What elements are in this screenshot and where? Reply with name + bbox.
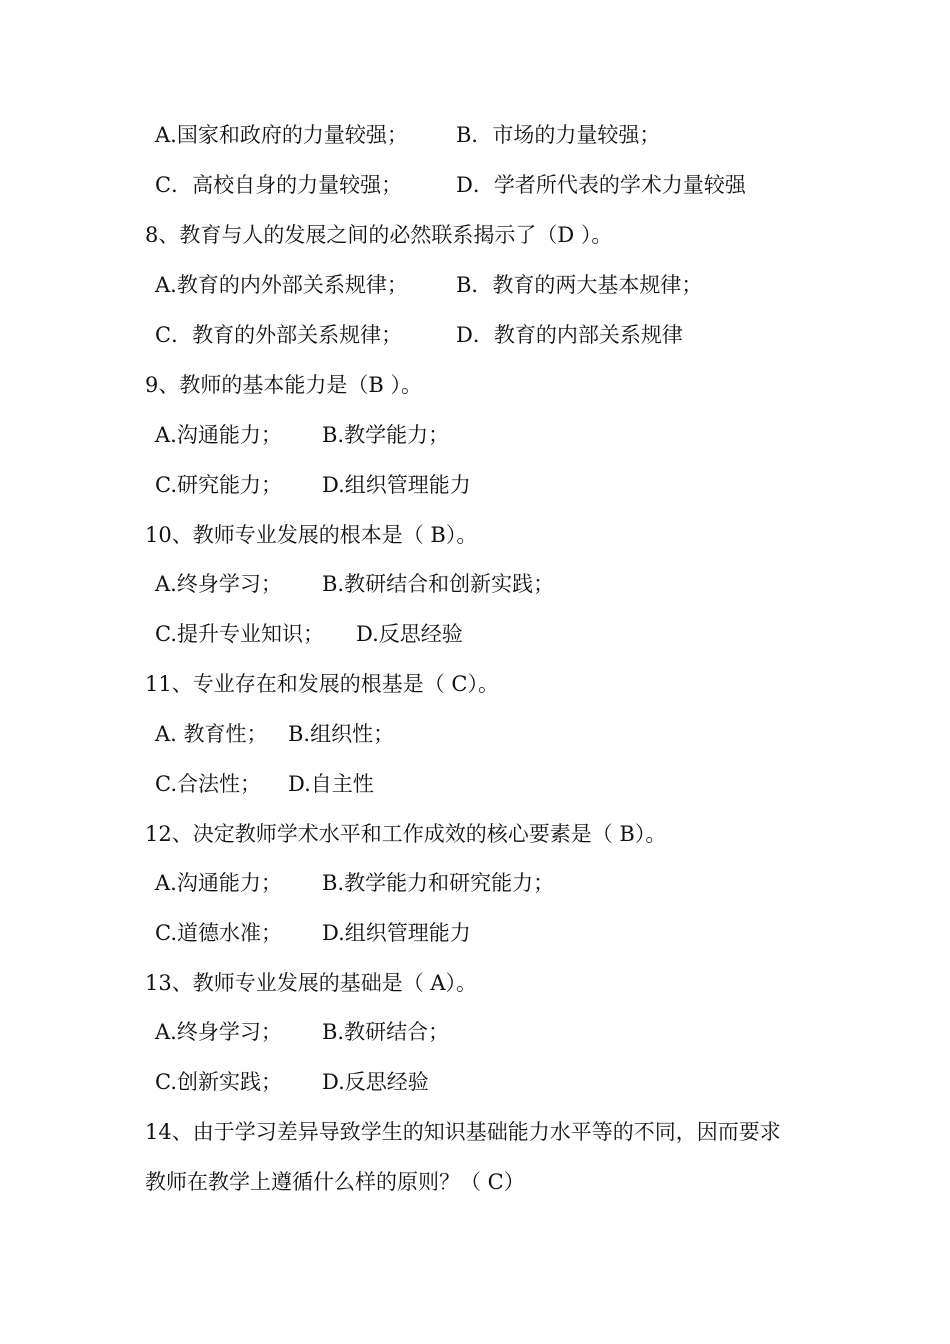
option-c: C.提升专业知识； xyxy=(155,622,324,646)
option-d: D．学者所代表的学术力量较强 xyxy=(456,173,746,197)
option-c: C．教育的外部关系规律； xyxy=(155,323,403,347)
option-a: A.沟通能力； xyxy=(155,871,282,895)
question-stem: 13、教师专业发展的基础是（ A）。 xyxy=(145,971,478,995)
question-stem-continuation: 教师在教学上遵循什么样的原则？（ C） xyxy=(145,1170,525,1194)
option-d: D.反思经验 xyxy=(356,622,463,646)
option-c: C.合法性； xyxy=(155,772,261,796)
option-a: A.国家和政府的力量较强； xyxy=(155,123,408,147)
option-a: A.终身学习； xyxy=(155,1020,282,1044)
option-a: A. 教育性； xyxy=(155,722,268,746)
option-c: C.创新实践； xyxy=(155,1070,282,1094)
option-a: A.沟通能力； xyxy=(155,423,282,447)
option-b: B.组织性； xyxy=(288,722,395,746)
question-stem: 8、教育与人的发展之间的必然联系揭示了（D ）。 xyxy=(145,223,613,247)
question-stem: 11、专业存在和发展的根基是（ C）。 xyxy=(145,672,499,696)
option-b: B.教学能力和研究能力； xyxy=(322,871,555,895)
option-a: A.教育的内外部关系规律； xyxy=(155,273,408,297)
option-c: C．高校自身的力量较强； xyxy=(155,173,403,197)
option-a: A.终身学习； xyxy=(155,572,282,596)
question-stem: 14、由于学习差异导致学生的知识基础能力水平等的不同，因而要求 xyxy=(145,1120,781,1144)
option-c: C.研究能力； xyxy=(155,473,282,497)
option-d: D.组织管理能力 xyxy=(322,921,471,945)
option-d: D.反思经验 xyxy=(322,1070,429,1094)
option-d: D.组织管理能力 xyxy=(322,473,471,497)
option-b: B.教研结合和创新实践； xyxy=(322,572,555,596)
question-stem: 10、教师专业发展的根本是（ B）。 xyxy=(145,523,478,547)
option-b: B.教研结合； xyxy=(322,1020,450,1044)
option-c: C.道德水准； xyxy=(155,921,282,945)
question-stem: 9、教师的基本能力是（B ）。 xyxy=(145,373,422,397)
option-b: B.教学能力； xyxy=(322,423,450,447)
option-b: B．教育的两大基本规律； xyxy=(456,273,703,297)
option-d: D.自主性 xyxy=(288,772,374,796)
question-stem: 12、决定教师学术水平和工作成效的核心要素是（ B）。 xyxy=(145,822,667,846)
option-d: D．教育的内部关系规律 xyxy=(456,323,683,347)
option-b: B．市场的力量较强； xyxy=(456,123,661,147)
